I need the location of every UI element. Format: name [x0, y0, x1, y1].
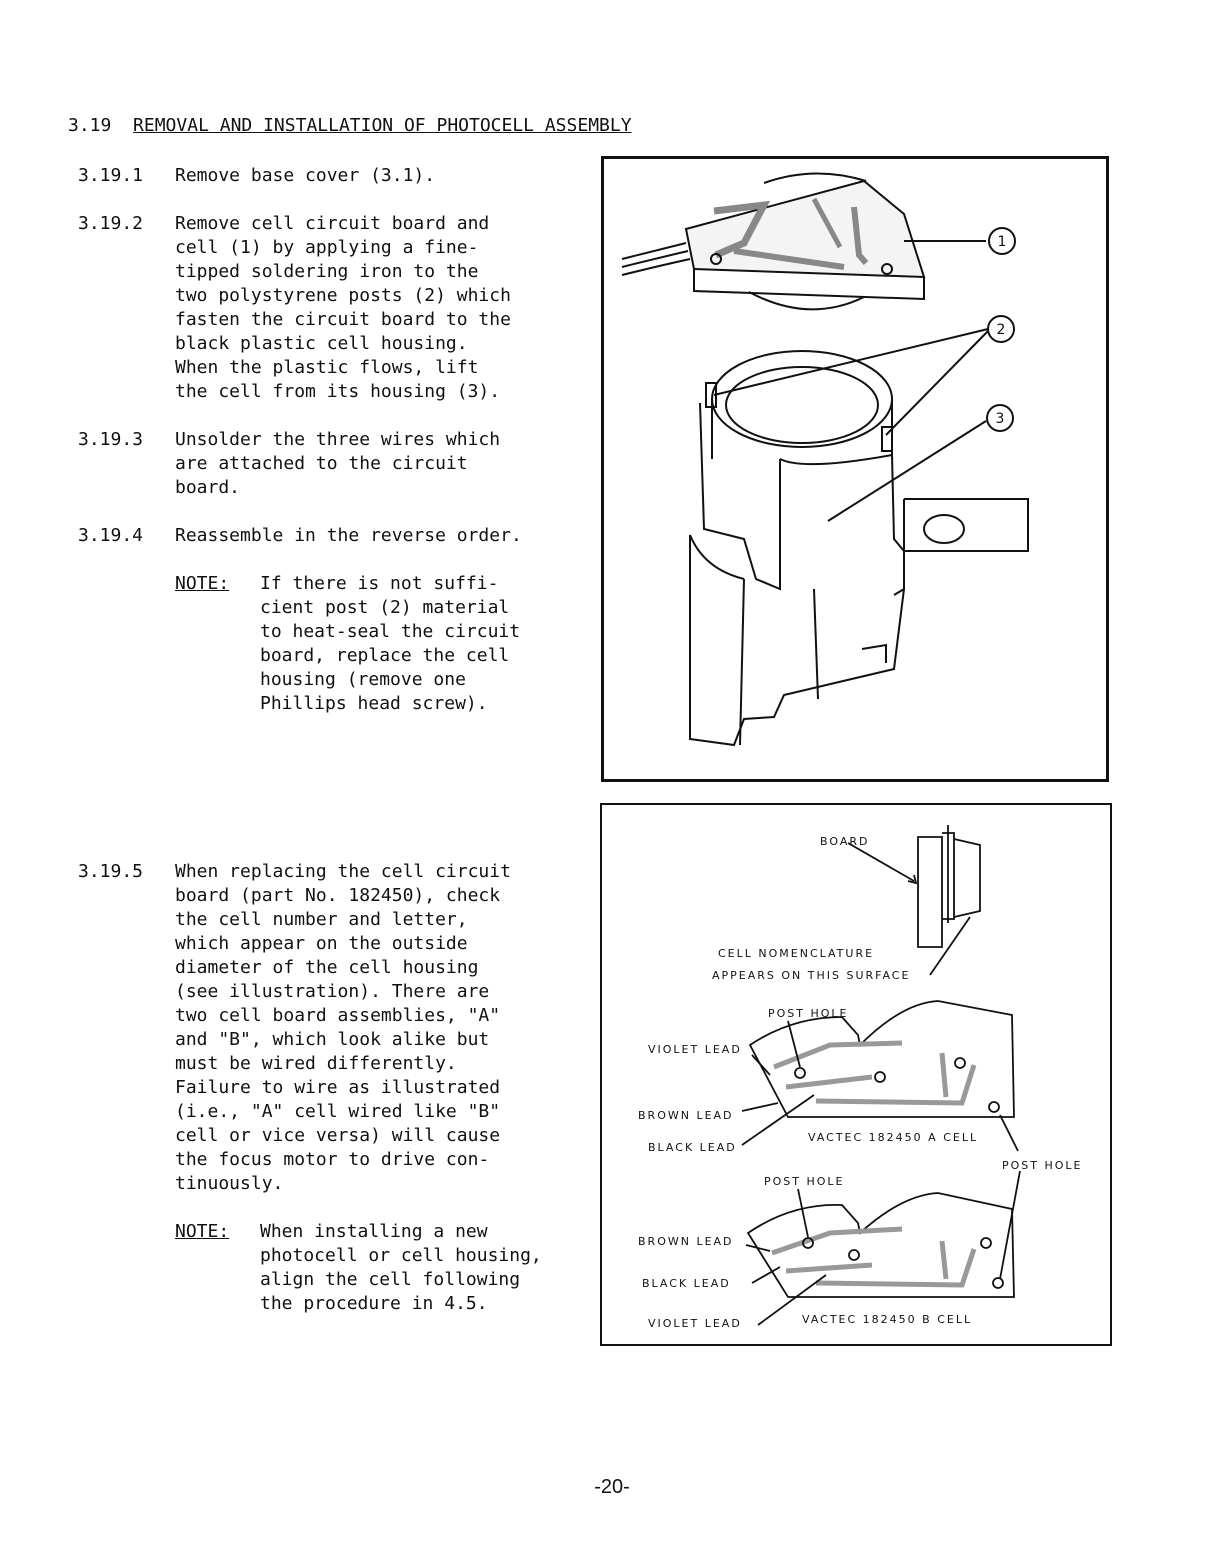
cell-wiring-figure	[600, 803, 1112, 1346]
note-label: NOTE:	[175, 1221, 230, 1242]
nomenclature-label-line1: CELL NOMENCLATURE	[718, 947, 875, 960]
cell-a-violet-lead-label: VIOLET LEAD	[648, 1043, 742, 1056]
callout-2-number: 2	[996, 322, 1006, 338]
cell-b-post-hole-top-label: POST HOLE	[764, 1175, 845, 1188]
cell-b-violet-lead-label: VIOLET LEAD	[648, 1317, 742, 1330]
note-text: If there is not suffi- cient post (2) material to heat-seal the circuit board, replace the cell housing (remove one Phillips head screw).	[260, 573, 521, 714]
section-heading	[68, 114, 632, 138]
cell-a-post-hole-right-label: POST HOLE	[1002, 1159, 1083, 1172]
section-number: 3.19	[68, 115, 112, 136]
cell-a-part-label: VACTEC 182450 A CELL	[808, 1131, 979, 1144]
step-text: Remove cell circuit board and cell (1) by applying a fine- tipped soldering iron to the two polystyrene posts (2) which fasten the circuit board to the black plastic cell housing. When the plastic flows, lift the cell from its housing (3).	[175, 213, 511, 402]
step-number: 3.19.5	[78, 861, 144, 882]
cell-a-black-lead-label: BLACK LEAD	[648, 1141, 737, 1154]
step-number: 3.19.4	[78, 525, 144, 546]
cell-a-post-hole-top-label: POST HOLE	[768, 1007, 849, 1020]
step-number: 3.19.3	[78, 429, 144, 450]
board-label: BOARD	[820, 835, 870, 848]
callout-3	[987, 405, 1013, 431]
page-number: -20-	[594, 1476, 630, 1498]
callout-1	[989, 228, 1015, 254]
step-text: Reassemble in the reverse order.	[175, 525, 522, 546]
callout-2	[988, 316, 1014, 342]
cell-a-brown-lead-label: BROWN LEAD	[638, 1109, 734, 1122]
nomenclature-label-line2: APPEARS ON THIS SURFACE	[712, 969, 911, 982]
cell-b-part-label: VACTEC 182450 B CELL	[802, 1313, 973, 1326]
step-number: 3.19.2	[78, 213, 144, 234]
cell-b-brown-lead-label: BROWN LEAD	[638, 1235, 734, 1248]
note-text: When installing a new photocell or cell housing, align the cell following the procedure in 4.5.	[260, 1221, 542, 1314]
step-text: When replacing the cell circuit board (part No. 182450), check the cell number and letter, which appear on the outside diameter of the cell housing (see illustration). There are two cell board assemblies, "A" and "B", which look alike but must be wired differently. Failure to wire as illustrated (i.e., "A" cell wired like "B" cell or vice versa) will cause the focus motor to drive con- tinuously.	[175, 861, 511, 1194]
note-label: NOTE:	[175, 573, 230, 594]
callout-3-number: 3	[995, 411, 1005, 427]
cell-b-black-lead-label: BLACK LEAD	[642, 1277, 731, 1290]
cell-wiring-drawing	[602, 805, 1110, 1344]
step-text: Remove base cover (3.1).	[175, 165, 436, 186]
photocell-assembly-figure	[601, 156, 1109, 782]
step-number: 3.19.1	[78, 165, 144, 186]
section-title: REMOVAL AND INSTALLATION OF PHOTOCELL ASSEMBLY	[133, 115, 632, 136]
step-text: Unsolder the three wires which are attached to the circuit board.	[175, 429, 501, 498]
callout-1-number: 1	[997, 234, 1007, 250]
photocell-assembly-drawing	[604, 159, 1106, 779]
